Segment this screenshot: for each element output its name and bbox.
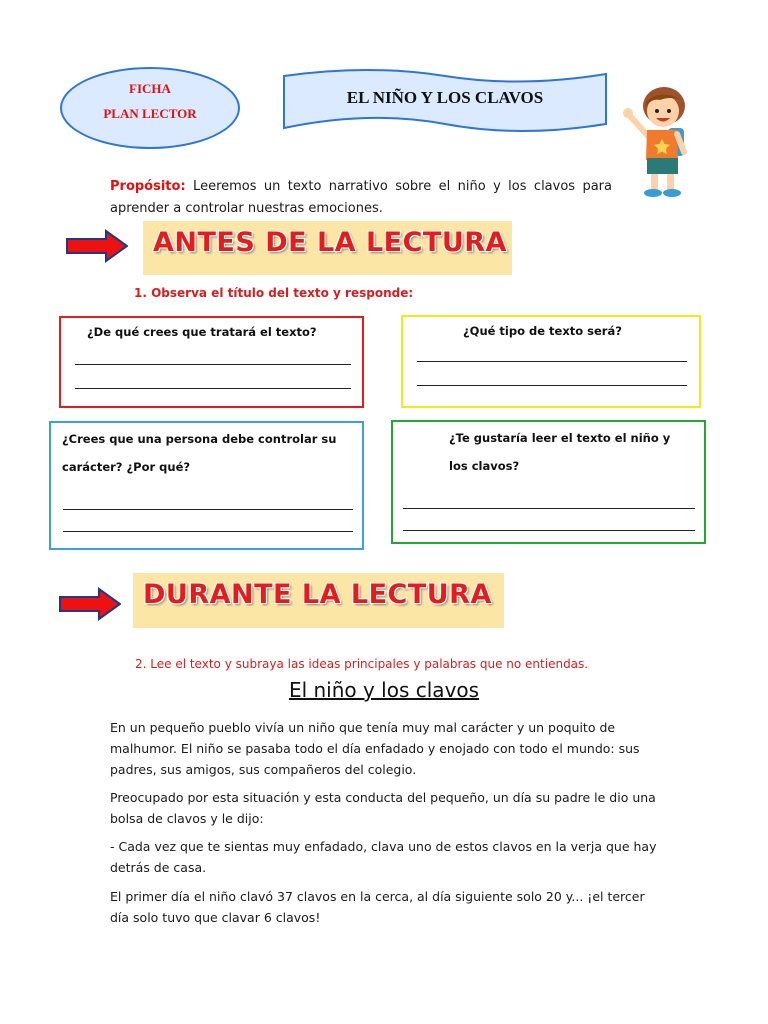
question-box-interest [391,420,706,544]
purpose-text [110,176,612,220]
story-paragraph: En un pequeño pueblo vivía un niño que tenía muy mal carácter y un poquito de malhumor. El niño se pasaba todo el día enfadado y enojado con todo el mundo: sus padres, sus amigos, sus compañeros del colegio. [110,720,640,777]
purpose-body: Leeremos un texto narrativo sobre el niño y los clavos para aprender a controlar nuestras emociones. [110,179,612,216]
ficha-label: FICHA [129,81,171,96]
plan-lector-label: PLAN LECTOR [103,106,197,121]
story-paragraph: - Cada vez que te sientas muy enfadado, clava uno de estos clavos en la verja que hay detrás de casa. [110,839,657,875]
question-1-heading: 1. Observa el título del texto y responde: [134,286,414,300]
story-paragraph: Preocupado por esta situación y esta conducta del pequeño, un día su padre le dio una bolsa de clavos y le dijo: [110,790,656,826]
purpose-label: Propósito: [110,179,186,194]
red-arrow-icon [66,229,128,263]
story-title: El niño y los clavos [288,678,480,702]
section-title-during: DURANTE LA LECTURA [143,579,492,610]
section-banner-during [133,573,504,628]
answer-line[interactable] [417,361,687,362]
answer-line[interactable] [403,530,695,531]
answer-line[interactable] [63,509,353,510]
ficha-oval [60,67,240,149]
answer-line[interactable] [417,385,687,386]
question-interest-line1: ¿Te gustaría leer el texto el niño y [449,431,671,445]
question-box-control [49,421,364,550]
question-box-type [401,315,701,408]
question-control-line1: ¿Crees que una persona debe controlar su [62,432,337,446]
story-paragraph: El primer día el niño clavó 37 clavos en la cerca, al día siguiente solo 20 y... ¡el tercer día solo tuvo que clavar 6 clavos! [110,889,645,925]
answer-line[interactable] [63,531,353,532]
section-title-before: ANTES DE LA LECTURA [153,227,507,258]
red-arrow-icon [59,587,121,621]
question-interest-line2: los clavos? [449,459,520,473]
question-2-instruction: 2. Lee el texto y subraya las ideas principales y palabras que no entiendas. [135,657,589,671]
child-illustration-icon [620,84,700,202]
question-control-line2: carácter? ¿Por qué? [62,460,191,474]
question-topic-text: ¿De qué crees que tratará el texto? [87,325,317,339]
answer-line[interactable] [403,508,695,509]
answer-line[interactable] [75,388,351,389]
title-banner [280,68,610,134]
question-box-topic [59,316,364,408]
question-type-text: ¿Qué tipo de texto será? [463,324,622,338]
page-title: EL NIÑO Y LOS CLAVOS [346,88,544,107]
answer-line[interactable] [75,364,351,365]
section-banner-before [143,221,512,275]
